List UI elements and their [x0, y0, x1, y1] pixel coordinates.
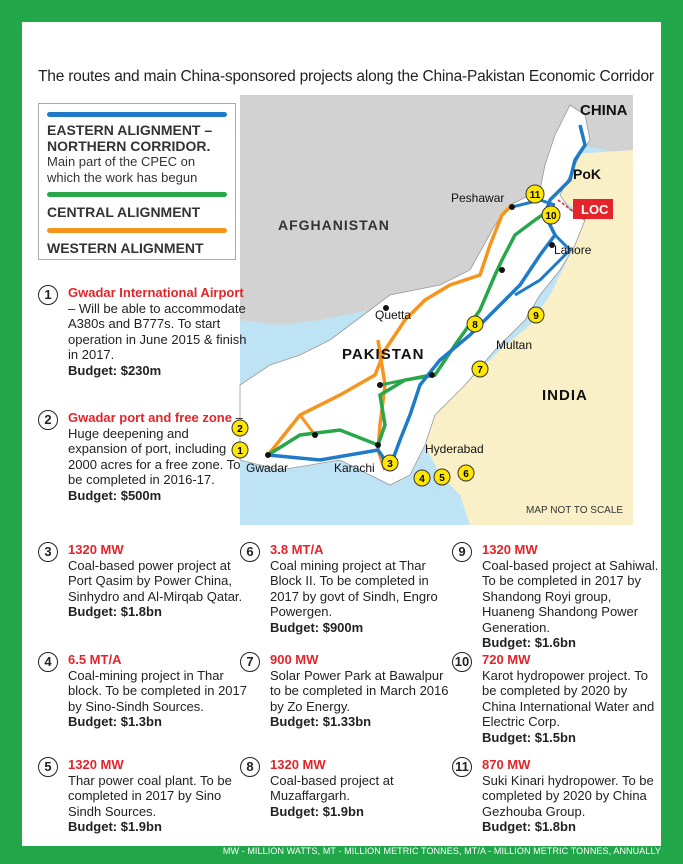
svg-text:9: 9 [533, 311, 539, 322]
marker-9 [528, 307, 544, 323]
project-budget: Budget: $1.9bn [68, 819, 162, 834]
cpec-map [237, 95, 633, 525]
svg-text:3: 3 [387, 459, 393, 470]
marker-5 [434, 469, 450, 485]
project-desc: Karot hydropower project. To be completed by 2020 by China International Water and Electric Corp. [482, 667, 655, 729]
eastern-title-2: NORTHERN CORRIDOR. [47, 138, 211, 154]
project-number: 8 [240, 757, 260, 777]
marker-7 [472, 361, 488, 377]
project-budget: Budget: $1.9bn [270, 803, 364, 819]
project-number: 1 [38, 285, 58, 305]
svg-text:7: 7 [477, 365, 483, 376]
svg-text:6: 6 [463, 469, 469, 480]
project-head: 6.5 MT/A [68, 652, 122, 667]
pakistan-label: PAKISTAN [342, 346, 425, 363]
project-budget: Budget: $1.8bn [482, 819, 576, 834]
units-footnote: MW - MILLION WATTS, MT - MILLION METRIC TONNES, MT/A - MILLION METRIC TONNES, ANNUALLY [222, 846, 661, 856]
project-budget: Budget: $1.3bn [68, 714, 162, 729]
project-number: 7 [240, 652, 260, 672]
turbat-dot [312, 432, 318, 438]
karachi-label: Karachi [334, 461, 375, 475]
svg-text:5: 5 [439, 473, 445, 484]
project-desc: Solar Power Park at Bawalpur to be completed in March 2016 by Zo Energy. [270, 667, 449, 714]
project-budget: Budget: $900m [270, 619, 364, 635]
peshawar-label: Peshawar [451, 191, 505, 205]
project-number: 5 [38, 757, 58, 777]
project-head: 1320 MW [270, 757, 326, 772]
project-number: 4 [38, 652, 58, 672]
project-number: 6 [240, 542, 260, 562]
eastern-title: EASTERN ALIGNMENT – [47, 122, 213, 138]
project-budget: Budget: $500m [68, 487, 162, 503]
project-budget: Budget: $1.8bn [68, 604, 162, 619]
central-legend-swatch [47, 192, 227, 197]
marker-8 [467, 316, 483, 332]
china-label: CHINA [580, 102, 628, 119]
project-head: Gwadar port and free zone [68, 410, 232, 425]
western-legend-swatch [47, 228, 227, 233]
project-desc: Suki Kinari hydropower. To be completed by 2020 by China Gezhouba Group. [482, 772, 654, 819]
eastern-desc-1: Main part of the CPEC on [47, 154, 196, 169]
lahore-label: Lahore [554, 243, 592, 257]
multan-label: Multan [496, 338, 533, 352]
afghanistan-label: AFGHANISTAN [278, 217, 390, 233]
route-legend [38, 103, 236, 260]
project-desc: – Will be able to accommodate A380s and B777s. To start operation in June 2015 & finish in 2017. [68, 300, 247, 362]
project-head: Gwadar International Airport [68, 285, 244, 300]
junction-dot-2 [429, 372, 435, 378]
western-title: WESTERN ALIGNMENT [47, 240, 204, 256]
central-title: CENTRAL ALIGNMENT [47, 204, 201, 220]
project-head: 720 MW [482, 652, 531, 667]
marker-11 [526, 185, 544, 203]
quetta-label: Quetta [375, 308, 412, 322]
junction-dot [499, 267, 505, 273]
svg-text:8: 8 [472, 320, 478, 331]
gwadar-dot [265, 452, 271, 458]
marker-3 [382, 455, 398, 471]
project-number: 3 [38, 542, 58, 562]
sukkur-dot [377, 382, 383, 388]
project-head: 3.8 MT/A [270, 542, 324, 557]
peshawar-dot [509, 204, 515, 210]
svg-text:2: 2 [237, 424, 243, 435]
svg-text:4: 4 [419, 474, 425, 485]
project-number: 2 [38, 410, 58, 430]
project-head: 1320 MW [482, 542, 538, 557]
eastern-legend-swatch [47, 112, 227, 117]
project-number: 9 [452, 542, 472, 562]
hyderabad-label: Hyderabad [425, 442, 484, 456]
india-label: INDIA [542, 387, 588, 404]
infographic-title: The routes and main China-sponsored projects along the China-Pakistan Economic Corridor [38, 68, 654, 85]
svg-text:10: 10 [545, 211, 557, 222]
project-head: 870 MW [482, 757, 531, 772]
project-desc: – Huge deepening and expansion of port, including 2000 acres for a free zone. To be completed in 2016-17. [68, 410, 243, 487]
eastern-legend-text [47, 122, 212, 186]
project-desc: Coal-based power project at Port Qasim by Power China, Sinhydro and Al-Mirqab Qatar. [68, 557, 243, 604]
project-head: 900 MW [270, 652, 319, 667]
marker-4 [414, 470, 430, 486]
project-head: 1320 MW [68, 542, 124, 557]
project-budget: Budget: $1.33bn [270, 714, 372, 729]
project-budget: Budget: $230m [68, 362, 162, 378]
svg-text:1: 1 [237, 446, 243, 457]
project-budget: Budget: $1.5bn [482, 729, 576, 745]
project-desc: Thar power coal plant. To be completed in 2017 by Sino Sindh Sources. [68, 772, 232, 819]
project-number: 10 [452, 652, 472, 672]
loc-label: LOC [581, 202, 609, 217]
svg-text:11: 11 [529, 190, 541, 201]
eastern-desc-2: which the work has begun [47, 170, 198, 185]
marker-6 [458, 465, 474, 481]
pok-label: PoK [573, 166, 601, 182]
header-band [22, 22, 661, 66]
project-budget: Budget: $1.6bn [482, 635, 576, 650]
map-scale-note: MAP NOT TO SCALE [526, 505, 624, 516]
project-number: 11 [452, 757, 472, 777]
project-desc: Coal-based project at Muzaffargarh. [270, 772, 394, 803]
project-desc: Coal mining project at Thar Block II. To be completed in 2017 by govt of Sindh, Engro Powergen. [270, 557, 438, 619]
project-head: 1320 MW [68, 757, 124, 772]
gwadar-label: Gwadar [246, 461, 289, 475]
project-desc: Coal-mining project in Thar block. To be completed in 2017 by Sino-Sindh Sources. [68, 667, 247, 714]
karachi-dot [375, 442, 381, 448]
project-desc: Coal-based project at Sahiwal. To be completed in 2017 by Shandong Royi group, Huaneng Shandong Power Generation. [482, 557, 659, 635]
marker-10 [542, 206, 560, 224]
